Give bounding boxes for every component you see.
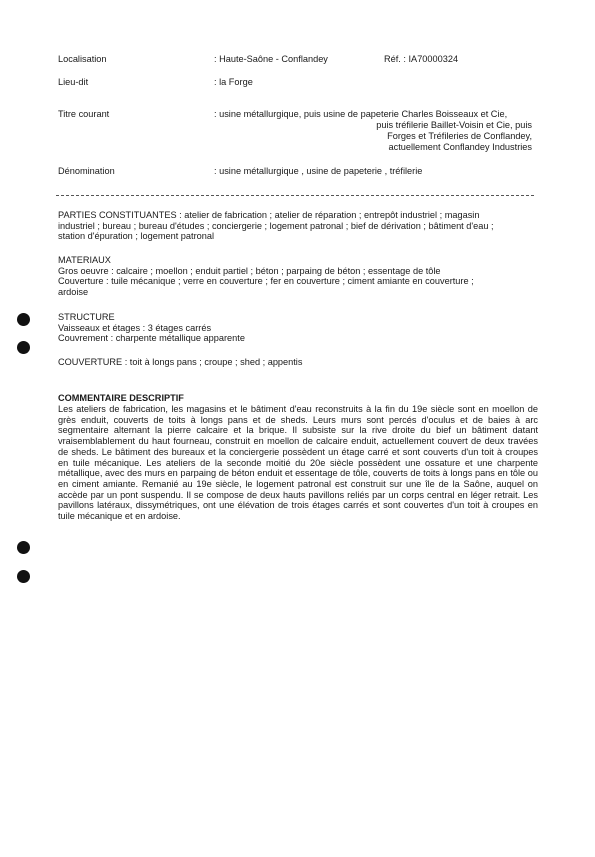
titre-line: puis tréfilerie Baillet-Voisin et Cie, puis: [376, 120, 532, 130]
materiaux-heading: MATERIAUX: [58, 255, 111, 265]
denomination-value: : usine métallurgique , usine de papeterie , tréfilerie: [214, 166, 423, 176]
punch-hole-2: [17, 341, 30, 354]
section-divider: [56, 195, 534, 196]
materiaux-section: [58, 255, 538, 297]
reference-number: Réf. : IA70000324: [384, 54, 459, 64]
structure-line: Vaisseaux et étages : 3 étages carrés: [58, 322, 212, 333]
titre-line: : usine métallurgique, puis usine de papeterie Charles Boisseaux et Cie,: [214, 109, 508, 119]
localisation-value: : Haute-Saône - Conflandey: [214, 54, 328, 64]
couverture-line: COUVERTURE : toit à longs pans ; croupe ; shed ; appentis: [58, 357, 303, 367]
parties-constituantes: [58, 210, 538, 242]
lieudit-value: : la Forge: [214, 77, 253, 87]
lieudit-label: Lieu-dit: [58, 77, 89, 87]
denomination-label: Dénomination: [58, 166, 115, 176]
materiaux-line: Couverture : tuile mécanique ; verre en couverture ; fer en couverture ; ciment amiante en couverture ;: [58, 276, 474, 287]
structure-heading: STRUCTURE: [58, 312, 115, 322]
commentaire-text: Les ateliers de fabrication, les magasins et le bâtiment d'eau reconstruits à la fin du 19e siècle sont en moellon de grès enduit, couverts de toits à longs pans et de sheds. Leurs murs sont percés d'oculus et de baies à arc segmentaire alternant la pierre calcaire et la brique. Il subsiste sur la rive droite du bief un bâtiment datant vraisemblablement du haut fourneau, construit en moellon de calcaire enduit, actuellement couvert de deux travées de sheds. Le bâtiment des bureaux et la conciergerie possèdent un étage carré et sont couverts d'un toit à croupes en tuile mécanique. Les ateliers de la seconde moitié du 20e siècle possèdent une ossature et une charpente métallique, avec des murs en parpaing de béton enduit et essentage de tôle, couverts de toits à longs pans en tôle ou en ciment amiante. Remanié au 19e siècle, le logement patronal est construit sur une île de la Saône, auquel on accède par un pont suspendu. Il se compose de deux hauts pavillons reliés par un corps central en léger retrait. Les pavillons latéraux, dissymétriques, ont une élévation de trois étages carrés et sont couvertes d'un toit à croupes en tuile mécanique et en ardoise.: [58, 404, 538, 522]
parties-line: station d'épuration ; logement patronal: [58, 231, 215, 242]
titre-line: Forges et Tréfileries de Conflandey,: [387, 131, 532, 141]
commentaire-heading: COMMENTAIRE DESCRIPTIF: [58, 393, 184, 403]
titre-line: actuellement Conflandey Industries: [388, 142, 532, 152]
structure-section: [58, 312, 538, 344]
punch-hole-4: [17, 570, 30, 583]
parties-line: industriel ; bureau ; bureau d'études ; conciergerie ; logement patronal ; bief de dérivation ; bâtiment d'eau ;: [58, 220, 494, 231]
titre-label: Titre courant: [58, 109, 110, 119]
structure-line: Couvrement : charpente métallique apparente: [58, 333, 245, 344]
titre-value: [214, 109, 532, 153]
punch-hole-1: [17, 313, 30, 326]
parties-line: PARTIES CONSTITUANTES : atelier de fabrication ; atelier de réparation ; entrepôt industriel ; magasin: [58, 210, 480, 220]
localisation-label: Localisation: [58, 54, 107, 64]
materiaux-line: ardoise: [58, 286, 89, 297]
punch-hole-3: [17, 541, 30, 554]
materiaux-line: Gros oeuvre : calcaire ; moellon ; enduit partiel ; béton ; parpaing de béton ; essentage de tôle: [58, 265, 441, 276]
